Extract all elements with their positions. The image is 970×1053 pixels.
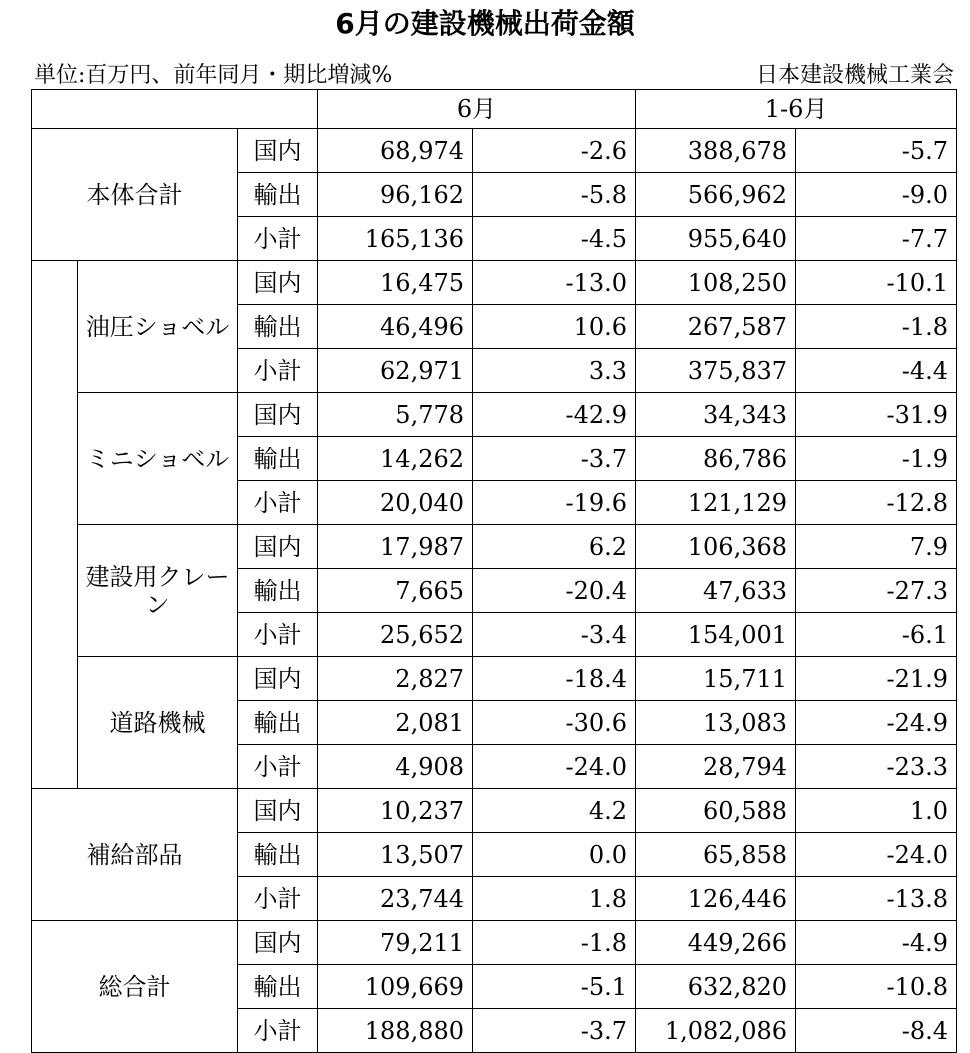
ytd-amount-cell: 86,786 [636,437,796,481]
table-body [32,90,957,1053]
table-row [32,789,957,833]
ytd-change-cell: -5.7 [796,129,957,173]
month-change-cell: -18.4 [473,657,636,701]
month-change-cell: -2.6 [473,129,636,173]
row-type-label: 小計 [238,877,318,921]
ytd-amount-cell: 126,446 [636,877,796,921]
row-type-label: 輸出 [238,305,318,349]
ytd-amount-cell: 34,343 [636,393,796,437]
row-type-label: 小計 [238,481,318,525]
shipment-table [31,89,957,1053]
category-label: 補給部品 [32,789,238,921]
source-label: 日本建設機械工業会 [755,63,954,88]
category-label: 総合計 [32,921,238,1053]
month-amount-cell: 188,880 [318,1009,473,1053]
month-amount-cell: 7,665 [318,569,473,613]
month-amount-cell: 20,040 [318,481,473,525]
month-amount-cell: 4,908 [318,745,473,789]
row-type-label: 輸出 [238,701,318,745]
table-row [32,525,957,569]
ytd-change-cell: -1.8 [796,305,957,349]
month-change-cell: -1.8 [473,921,636,965]
ytd-change-cell: -6.1 [796,613,957,657]
ytd-amount-cell: 955,640 [636,217,796,261]
table-row [32,261,957,305]
ytd-change-cell: -23.3 [796,745,957,789]
month-change-cell: -42.9 [473,393,636,437]
unit-note: 単位:百万円、前年同月・期比増減% [34,63,393,88]
table-row [32,921,957,965]
month-change-cell: -24.0 [473,745,636,789]
ytd-change-cell: -21.9 [796,657,957,701]
ytd-change-cell: -27.3 [796,569,957,613]
page-title: 6月の建設機械出荷金額 [335,7,635,40]
month-amount-cell: 46,496 [318,305,473,349]
month-amount-cell: 17,987 [318,525,473,569]
ytd-amount-cell: 154,001 [636,613,796,657]
ytd-change-cell: -31.9 [796,393,957,437]
ytd-amount-cell: 15,711 [636,657,796,701]
month-change-cell: -3.4 [473,613,636,657]
month-change-cell: 4.2 [473,789,636,833]
month-change-cell: -5.1 [473,965,636,1009]
row-type-label: 輸出 [238,965,318,1009]
row-type-label: 小計 [238,745,318,789]
month-amount-cell: 10,237 [318,789,473,833]
row-type-label: 小計 [238,1009,318,1053]
ytd-amount-cell: 65,858 [636,833,796,877]
row-type-label: 輸出 [238,173,318,217]
category-label: 本体合計 [32,129,238,261]
ytd-change-cell: -4.4 [796,349,957,393]
month-amount-cell: 79,211 [318,921,473,965]
subcategory-label: 道路機械 [78,657,238,789]
indent-spacer [32,261,78,789]
month-amount-cell: 68,974 [318,129,473,173]
ytd-change-cell: -9.0 [796,173,957,217]
month-amount-cell: 62,971 [318,349,473,393]
row-type-label: 国内 [238,129,318,173]
ytd-amount-cell: 47,633 [636,569,796,613]
ytd-amount-cell: 106,368 [636,525,796,569]
ytd-amount-cell: 449,266 [636,921,796,965]
ytd-amount-cell: 60,588 [636,789,796,833]
row-type-label: 輸出 [238,833,318,877]
ytd-change-cell: 7.9 [796,525,957,569]
ytd-change-cell: -24.9 [796,701,957,745]
ytd-change-cell: 1.0 [796,789,957,833]
month-amount-cell: 16,475 [318,261,473,305]
month-amount-cell: 14,262 [318,437,473,481]
row-type-label: 小計 [238,349,318,393]
table-row [32,393,957,437]
row-type-label: 輸出 [238,569,318,613]
month-amount-cell: 5,778 [318,393,473,437]
month-change-cell: -3.7 [473,1009,636,1053]
ytd-change-cell: -1.9 [796,437,957,481]
row-type-label: 国内 [238,789,318,833]
ytd-amount-cell: 388,678 [636,129,796,173]
ytd-change-cell: -7.7 [796,217,957,261]
month-change-cell: -3.7 [473,437,636,481]
ytd-amount-cell: 28,794 [636,745,796,789]
month-amount-cell: 165,136 [318,217,473,261]
row-type-label: 輸出 [238,437,318,481]
month-change-cell: 1.8 [473,877,636,921]
month-change-cell: -30.6 [473,701,636,745]
month-change-cell: -4.5 [473,217,636,261]
row-type-label: 国内 [238,657,318,701]
ytd-change-cell: -13.8 [796,877,957,921]
header-corner [32,90,318,129]
ytd-amount-cell: 108,250 [636,261,796,305]
row-type-label: 国内 [238,921,318,965]
ytd-change-cell: -10.1 [796,261,957,305]
ytd-amount-cell: 566,962 [636,173,796,217]
row-type-label: 小計 [238,217,318,261]
month-amount-cell: 2,827 [318,657,473,701]
ytd-change-cell: -8.4 [796,1009,957,1053]
ytd-amount-cell: 121,129 [636,481,796,525]
ytd-amount-cell: 375,837 [636,349,796,393]
ytd-amount-cell: 267,587 [636,305,796,349]
ytd-amount-cell: 632,820 [636,965,796,1009]
subcategory-label: ミニショベル [78,393,238,525]
month-amount-cell: 109,669 [318,965,473,1009]
ytd-amount-cell: 13,083 [636,701,796,745]
subcategory-label: 油圧ショベル [78,261,238,393]
month-change-cell: 0.0 [473,833,636,877]
ytd-change-cell: -4.9 [796,921,957,965]
table-row [32,657,957,701]
month-change-cell: -5.8 [473,173,636,217]
ytd-amount-cell: 1,082,086 [636,1009,796,1053]
header-row [32,90,957,129]
ytd-change-cell: -10.8 [796,965,957,1009]
month-amount-cell: 23,744 [318,877,473,921]
month-change-cell: 3.3 [473,349,636,393]
row-type-label: 国内 [238,393,318,437]
header-ytd: 1-6月 [636,90,957,129]
ytd-change-cell: -12.8 [796,481,957,525]
header-month: 6月 [318,90,636,129]
month-change-cell: -20.4 [473,569,636,613]
month-change-cell: -13.0 [473,261,636,305]
month-change-cell: 10.6 [473,305,636,349]
month-amount-cell: 2,081 [318,701,473,745]
ytd-change-cell: -24.0 [796,833,957,877]
month-change-cell: -19.6 [473,481,636,525]
month-amount-cell: 25,652 [318,613,473,657]
month-change-cell: 6.2 [473,525,636,569]
table-row [32,129,957,173]
subcategory-label: 建設用クレーン [78,525,238,657]
row-type-label: 小計 [238,613,318,657]
row-type-label: 国内 [238,261,318,305]
month-amount-cell: 13,507 [318,833,473,877]
row-type-label: 国内 [238,525,318,569]
month-amount-cell: 96,162 [318,173,473,217]
